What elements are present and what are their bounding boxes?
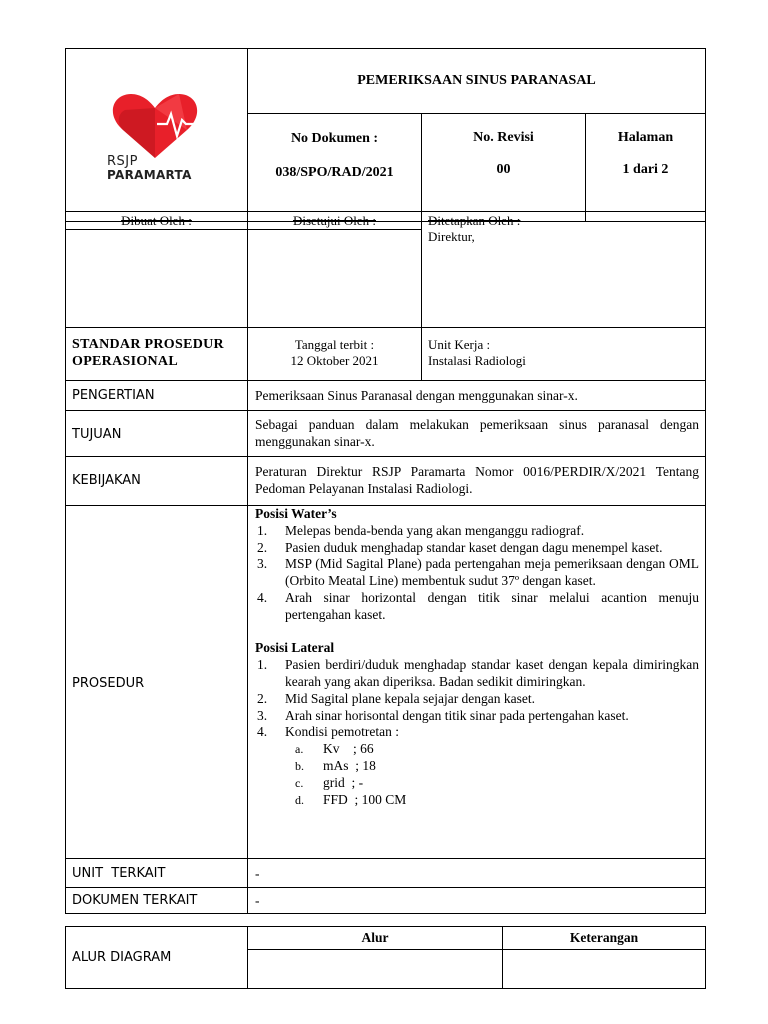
- alur-diagram-label: ALUR DIAGRAM: [72, 950, 172, 965]
- no-revisi-value: 00: [496, 162, 511, 177]
- ditetapkan-oleh-label: Ditetapkan Oleh :: [428, 213, 521, 228]
- list-item: c. grid ; -: [295, 774, 364, 790]
- no-revisi-label: No. Revisi: [473, 130, 534, 145]
- logo-text-line1: RSJP: [107, 154, 138, 169]
- no-dokumen-label: No Dokumen :: [290, 131, 379, 146]
- kebijakan-label: KEBIJAKAN: [72, 473, 141, 488]
- list-item: 1. Melepas benda-benda yang akan menganggu radiograf.: [257, 522, 585, 538]
- halaman-value: 1 dari 2: [622, 162, 669, 177]
- list-item: d. FFD ; 100 CM: [295, 791, 407, 807]
- list-item: a. Kv ; 66: [295, 741, 374, 757]
- waters-title: Posisi Water’s: [255, 506, 337, 521]
- unit-terkait-value: -: [255, 866, 260, 881]
- unit-kerja-label: Unit Kerja :: [428, 337, 491, 352]
- disetujui-oleh-label: Disetujui Oleh :: [292, 213, 377, 228]
- list-item: 4. Arah sinar horizontal dengan titik sinar melalui acantion menuju pertengahan kaset.: [257, 589, 699, 622]
- kebijakan-text: Peraturan Direktur RSJP Paramarta Nomor 0016/PERDIR/X/2021 Tentang Pedoman Pelayanan Instalasi Radiologi.: [255, 464, 699, 496]
- heart-logo-icon: [95, 90, 215, 160]
- spo-label-line2: OPERASIONAL: [72, 354, 178, 369]
- alur-column-header: Alur: [361, 930, 389, 945]
- hospital-logo: [95, 90, 215, 185]
- pengertian-label: PENGERTIAN: [72, 388, 155, 403]
- tujuan-label: TUJUAN: [72, 427, 122, 442]
- lateral-title: Posisi Lateral: [255, 640, 335, 656]
- list-item: 2. Pasien duduk menghadap standar kaset dengan dagu menempel kaset.: [257, 539, 663, 555]
- tanggal-terbit-label: Tanggal terbit :: [294, 337, 375, 352]
- no-dokumen-value: 038/SPO/RAD/2021: [275, 165, 394, 180]
- list-item: 3. Arah sinar horisontal dengan titik sinar pada pertengahan kaset.: [257, 707, 629, 723]
- dokumen-terkait-label: DOKUMEN TERKAIT: [72, 893, 198, 908]
- unit-kerja-value: Instalasi Radiologi: [428, 353, 526, 368]
- list-item: 2. Mid Sagital plane kepala sejajar dengan kaset.: [257, 690, 536, 706]
- keterangan-column-header: Keterangan: [569, 930, 639, 945]
- logo-text-line2: PARAMARTA: [107, 168, 192, 182]
- dibuat-oleh-label: Dibuat Oleh :: [121, 213, 192, 228]
- list-item: b. mAs ; 18: [295, 757, 376, 773]
- pengertian-text: Pemeriksaan Sinus Paranasal dengan menggunakan sinar-x.: [255, 388, 578, 403]
- tujuan-text: Sebagai panduan dalam melakukan pemeriksaan sinus paranasal dengan menggunakan sinar-x.: [255, 417, 699, 449]
- tanggal-terbit-value: 12 Oktober 2021: [290, 353, 379, 368]
- prosedur-content: [255, 506, 699, 808]
- list-item: 3. MSP (Mid Sagital Plane) pada pertengahan meja pemeriksaan dengan OML (Orbito Meatal Line) membentuk sudut 37º dengan kaset.: [257, 556, 699, 589]
- kondisi-list: [255, 741, 699, 808]
- lateral-steps: [255, 657, 699, 741]
- list-item: 4. Kondisi pemotretan :: [257, 724, 399, 740]
- spo-label-line1: STANDAR PROSEDUR: [72, 337, 224, 352]
- halaman-label: Halaman: [617, 130, 674, 145]
- document-title: PEMERIKSAAN SINUS PARANASAL: [357, 73, 596, 88]
- list-item: 1. Pasien berdiri/duduk menghadap standar kaset dengan kepala dimiringkan kearah yang akan diperiksa. Badan sedikit dimiringkan.: [257, 657, 699, 689]
- prosedur-label: PROSEDUR: [72, 676, 145, 691]
- dokumen-terkait-value: -: [255, 893, 260, 908]
- waters-steps: [255, 523, 699, 624]
- ditetapkan-jabatan: Direktur,: [428, 229, 475, 244]
- unit-terkait-label: UNIT TERKAIT: [72, 866, 166, 881]
